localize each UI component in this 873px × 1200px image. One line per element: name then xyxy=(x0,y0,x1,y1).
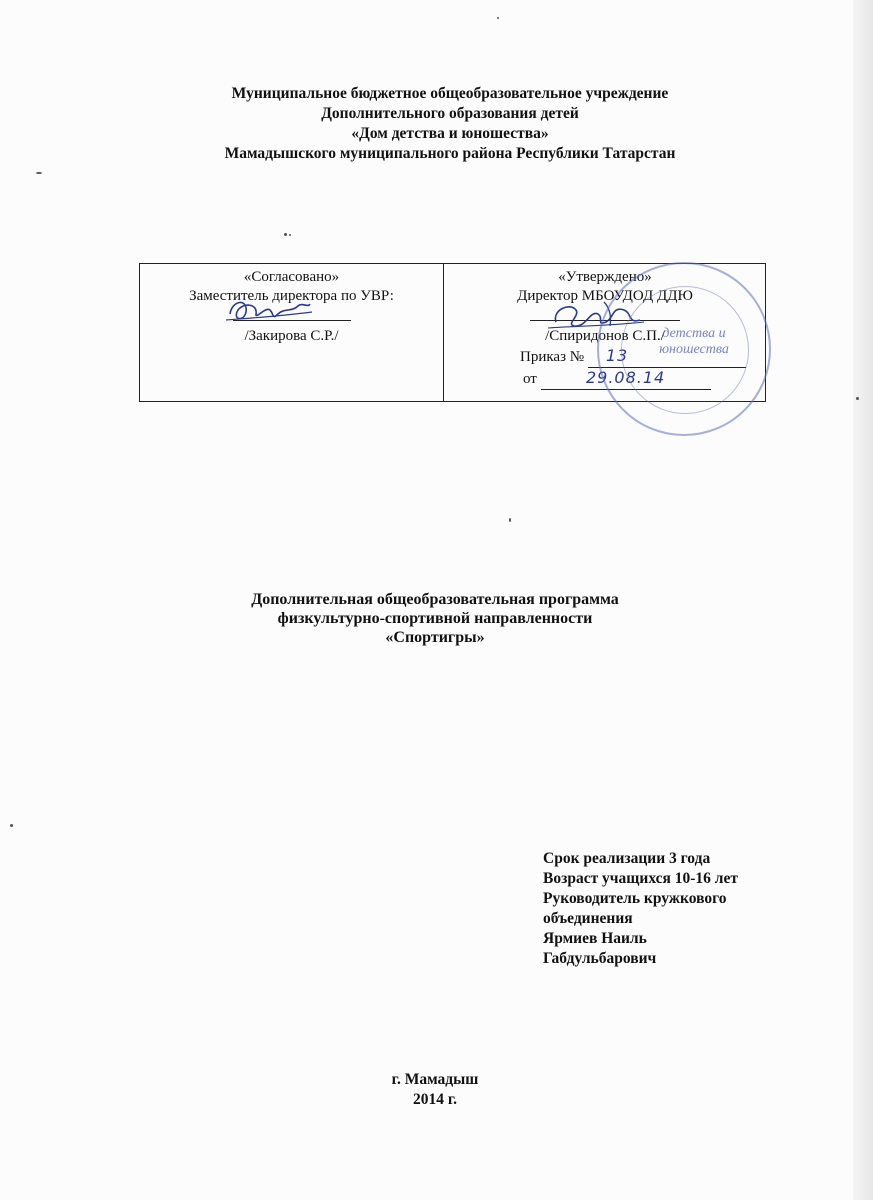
date-label: от xyxy=(523,371,537,387)
agreed-name: /Закирова С.Р./ xyxy=(244,328,339,344)
order-label: Приказ № xyxy=(520,349,585,365)
agreed-role: Заместитель директора по УВР: xyxy=(189,288,394,304)
program-info xyxy=(543,849,783,969)
program-title xyxy=(150,590,720,647)
title-line-3: «Спортигры» xyxy=(385,629,485,646)
header-line-2: Дополнительного образования детей xyxy=(321,105,579,122)
info-leader-name-1: Ярмиев Наиль xyxy=(543,930,647,947)
approved-heading: «Утверждено» xyxy=(558,269,652,285)
approved-name: /Спиридонов С.П./ xyxy=(545,328,665,344)
official-seal-icon xyxy=(597,262,771,436)
title-line-2: физкультурно-спортивной направленности xyxy=(277,610,593,627)
date-value: 29.08.14 xyxy=(585,368,666,387)
scan-speck xyxy=(284,233,287,236)
header-line-3: «Дом детства и юношества» xyxy=(351,125,549,142)
scan-speck xyxy=(856,397,859,400)
scan-speck xyxy=(36,172,42,174)
scan-speck xyxy=(10,824,13,827)
info-age: Возраст учащихся 10-16 лет xyxy=(543,870,738,887)
footer-year: 2014 г. xyxy=(412,1091,458,1108)
institution-header xyxy=(150,84,750,164)
seal-text: детства и юношества xyxy=(659,326,729,357)
info-leader-label-2: объединения xyxy=(543,910,633,927)
scan-speck xyxy=(509,518,511,522)
agreed-heading: «Согласовано» xyxy=(243,269,340,285)
approved-role: Директор МБОУДОД ДДЮ xyxy=(517,288,693,304)
scan-speck xyxy=(289,234,291,236)
title-line-1: Дополнительная общеобразовательная программа xyxy=(251,591,619,608)
header-line-1: Муниципальное бюджетное общеобразовательное учреждение xyxy=(231,85,669,102)
header-line-4: Мамадышского муниципального района Республики Татарстан xyxy=(224,145,676,162)
scan-page-edge xyxy=(853,0,873,1200)
info-duration: Срок реализации 3 года xyxy=(543,850,711,867)
info-leader-name-2: Габдульбарович xyxy=(543,950,657,967)
agreed-signature-icon xyxy=(222,292,314,328)
info-leader-label-1: Руководитель кружкового xyxy=(543,890,727,907)
footer-city: г. Мамадыш xyxy=(391,1071,479,1088)
order-number: 13 xyxy=(605,346,629,365)
scan-speck xyxy=(497,17,499,19)
document-footer xyxy=(350,1070,520,1110)
